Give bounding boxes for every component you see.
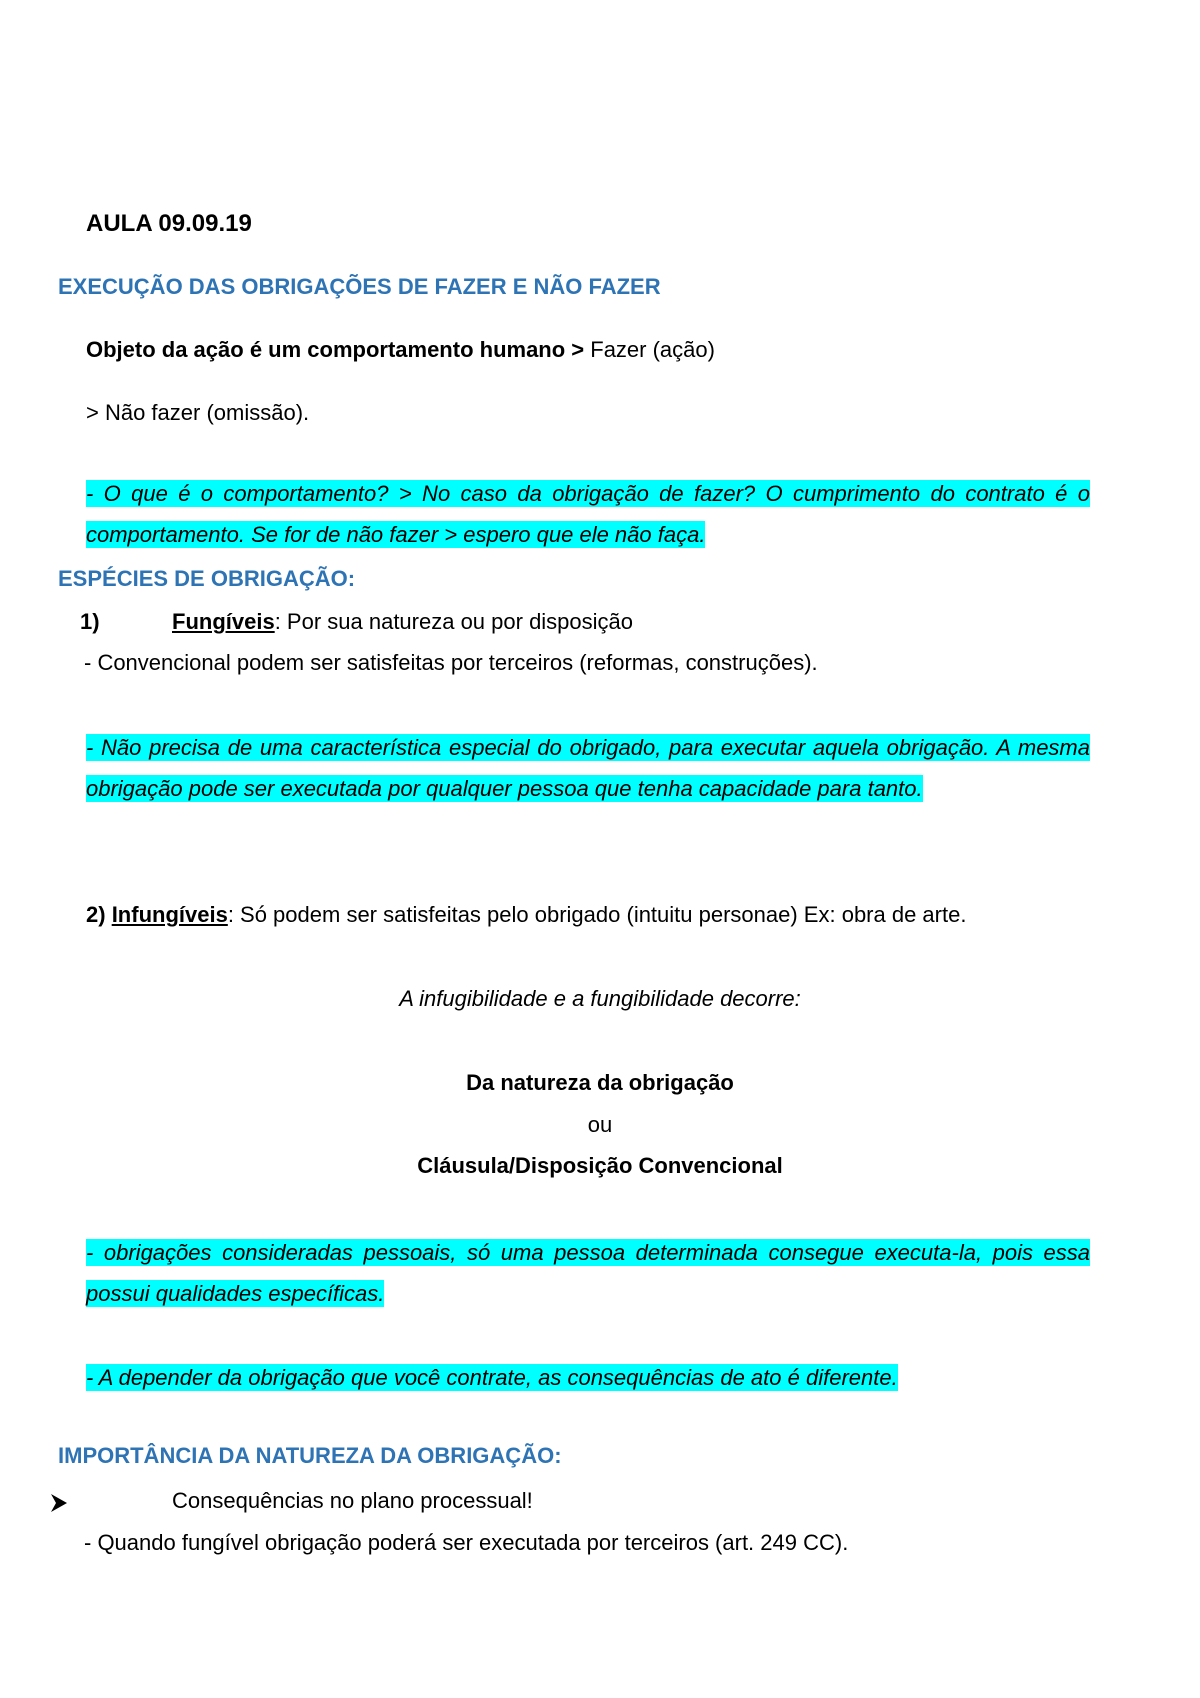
highlight-paragraph-behavior xyxy=(86,473,1090,555)
term-infungible-text: : Só podem ser satisfeitas pelo obrigado (intuitu personae) Ex: obra de arte. xyxy=(227,902,967,927)
term-fungible-text: : Por sua natureza ou por disposição xyxy=(274,609,634,634)
section-heading-execution: EXECUÇÃO DAS OBRIGAÇÕES DE FAZER E NÃO FAZER xyxy=(58,274,661,299)
highlight-text: - obrigações consideradas pessoais, só uma pessoa determinada consegue executa-la, pois essa possui qualidades específicas. xyxy=(86,1240,1090,1306)
highlight-paragraph-fungible xyxy=(86,727,1090,809)
highlight-paragraph-consequences xyxy=(86,1357,1090,1398)
section-heading-importance: IMPORTÂNCIA DA NATUREZA DA OBRIGAÇÃO: xyxy=(58,1443,562,1468)
object-line-bold: Objeto da ação é um comportamento humano > xyxy=(86,337,585,362)
arrowhead-bullet-icon xyxy=(50,1493,68,1513)
object-line-rest: Fazer (ação) xyxy=(584,337,715,362)
bullet-consequences: Consequências no plano processual! xyxy=(172,1488,533,1513)
centered-intro: A infugibilidade e a fungibilidade decorre: xyxy=(399,986,801,1011)
object-line xyxy=(86,337,715,363)
highlight-text: - O que é o comportamento? > No caso da obrigação de fazer? O cumprimento do contrato é o comportamento. Se for de não fazer > espero que ele não faça. xyxy=(86,481,1090,547)
section-heading-species: ESPÉCIES DE OBRIGAÇÃO: xyxy=(58,566,356,591)
term-fungible: Fungíveis xyxy=(172,609,275,634)
highlight-paragraph-personal xyxy=(86,1232,1090,1314)
centered-clause: Cláusula/Disposição Convencional xyxy=(417,1153,783,1178)
list-item-fungible-body xyxy=(172,609,633,635)
list-item-number: 1) xyxy=(80,609,100,634)
highlight-text: - Não precisa de uma característica especial do obrigado, para executar aquela obrigação. A mesma obrigação pode ser executada por qualquer pessoa que tenha capacidade para tanto. xyxy=(86,735,1090,801)
final-line: - Quando fungível obrigação poderá ser executada por terceiros (art. 249 CC). xyxy=(84,1530,849,1555)
centered-or: ou xyxy=(587,1112,613,1137)
list-item-infungible xyxy=(86,902,966,928)
not-do-line: > Não fazer (omissão). xyxy=(86,400,310,425)
centered-nature: Da natureza da obrigação xyxy=(466,1070,734,1095)
class-title: AULA 09.09.19 xyxy=(86,210,252,237)
term-infungible: Infungíveis xyxy=(111,902,228,927)
list-item-fungible xyxy=(80,609,100,635)
fungible-note: - Convencional podem ser satisfeitas por terceiros (reformas, construções). xyxy=(84,650,818,675)
list-item-number: 2) xyxy=(86,902,106,927)
highlight-text: - A depender da obrigação que você contrate, as consequências de ato é diferente. xyxy=(86,1365,898,1390)
